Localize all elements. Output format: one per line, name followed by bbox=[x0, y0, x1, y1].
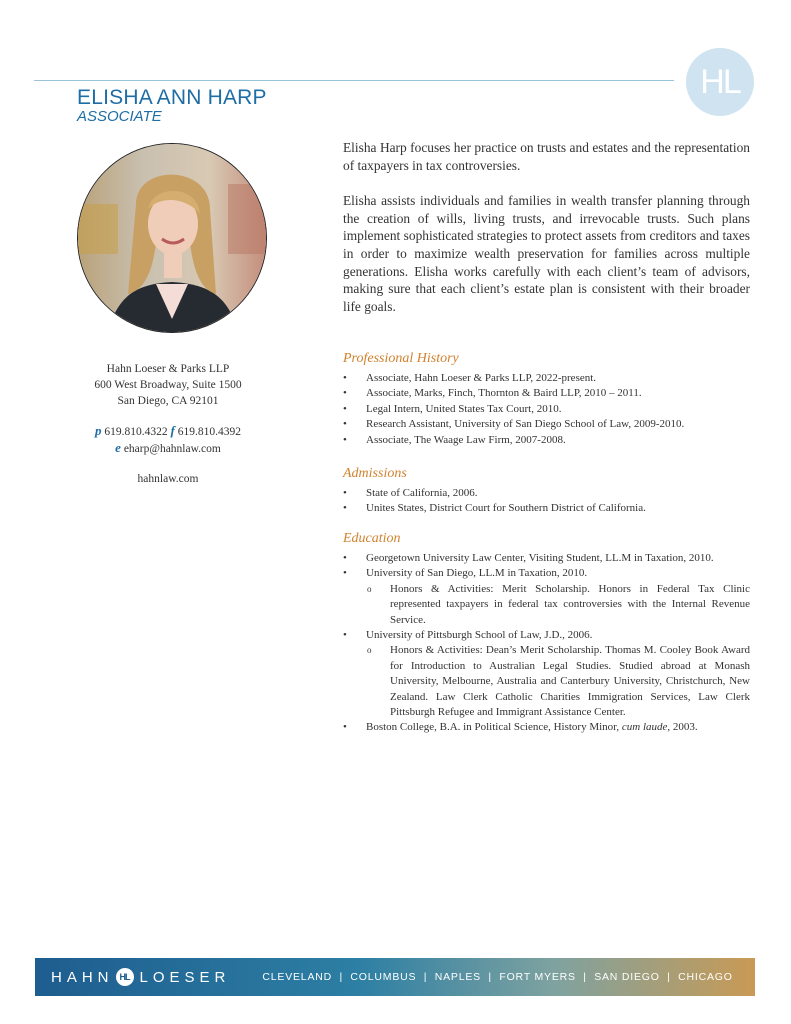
footer-brand bbox=[51, 968, 230, 986]
list-item: • Associate, Marks, Finch, Thornton & Baird LLP, 2010 – 2011. bbox=[343, 386, 750, 401]
phone-label: p bbox=[95, 423, 102, 438]
brand-mark-icon: HL bbox=[116, 968, 134, 986]
attorney-title: ASSOCIATE bbox=[77, 108, 162, 125]
header-rule bbox=[34, 80, 674, 81]
sub-list bbox=[366, 582, 750, 628]
sub-list-item: o Honors & Activities: Dean’s Merit Scholarship. Thomas M. Cooley Book Award for Introduction to Australian Legal Studies. Studied abroad at Monash University, Melbourne, Australia and Canterbury University, Christchurch, New Zealand. Law Clerk Catholic Charities Immigration Services, Law Clerk Pittsburgh Refugee and Immigrant Assistance Center. bbox=[366, 643, 750, 720]
contact-block bbox=[70, 361, 266, 487]
attorney-name: ELISHA ANN HARP bbox=[77, 86, 267, 109]
firm-name: Hahn Loeser & Parks LLP bbox=[106, 363, 230, 375]
education-heading: Education bbox=[343, 531, 401, 546]
phone-number[interactable]: 619.810.4322 bbox=[104, 426, 168, 438]
sub-list bbox=[366, 643, 750, 720]
admissions-list bbox=[343, 486, 750, 517]
footer-banner bbox=[35, 958, 755, 996]
portrait-image bbox=[78, 144, 266, 332]
professional-history-heading: Professional History bbox=[343, 351, 459, 366]
list-item: • Unites States, District Court for Southern District of California. bbox=[343, 501, 750, 516]
list-item: • Georgetown University Law Center, Visiting Student, LL.M in Taxation, 2010. bbox=[343, 551, 750, 566]
list-item-text: University of Pittsburgh School of Law, J.D., 2006. bbox=[366, 629, 593, 642]
list-item: • Research Assistant, University of San Diego School of Law, 2009-2010. bbox=[343, 417, 750, 432]
bio-paragraph: Elisha Harp focuses her practice on trusts and estates and the representation of taxpayers in tax controversies. bbox=[343, 140, 750, 173]
education-list bbox=[343, 551, 750, 736]
email-line bbox=[70, 440, 266, 457]
list-item-text: University of San Diego, LL.M in Taxation, 2010. bbox=[366, 567, 588, 580]
sub-list-item: o Honors & Activities: Merit Scholarship. Honors in Federal Tax Clinic represented taxpayers in federal tax controversies with the Internal Revenue Service. bbox=[366, 582, 750, 628]
list-item: • Legal Intern, United States Tax Court, 2010. bbox=[343, 402, 750, 417]
email-label: e bbox=[115, 440, 121, 455]
admissions-heading: Admissions bbox=[343, 466, 407, 481]
attorney-photo bbox=[77, 143, 267, 333]
list-item bbox=[343, 566, 750, 628]
list-item: • State of California, 2006. bbox=[343, 486, 750, 501]
firm-logo bbox=[686, 48, 754, 116]
fax-label: f bbox=[170, 423, 175, 438]
email-link[interactable]: eharp@hahnlaw.com bbox=[123, 443, 221, 455]
list-item-text: Boston College, B.A. in Political Science, History Minor, bbox=[366, 721, 622, 734]
list-item bbox=[343, 720, 750, 735]
bio-paragraph: Elisha assists individuals and families in wealth transfer planning through the creation of wills, living trusts, and irrevocable trusts. Such plans implement sophisticated strategies to protect assets from creditors and taxes in order to maximize wealth preservation for families across multiple generations. Elisha works carefully with each client’s team of advisors, making sure that each client’s estate plan is consistent with their broader life goals. bbox=[343, 193, 750, 314]
list-item-text: , 2003. bbox=[667, 721, 698, 734]
address-line-2: San Diego, CA 92101 bbox=[117, 395, 219, 407]
professional-history-list bbox=[343, 371, 750, 448]
list-item: • Associate, The Waage Law Firm, 2007-2008. bbox=[343, 433, 750, 448]
list-item bbox=[343, 628, 750, 720]
website-link[interactable]: hahnlaw.com bbox=[137, 473, 199, 485]
brand-word: LOESER bbox=[139, 968, 231, 986]
brand-word: HAHN bbox=[51, 968, 114, 986]
biography bbox=[343, 139, 750, 333]
list-item: • Associate, Hahn Loeser & Parks LLP, 2022-present. bbox=[343, 371, 750, 386]
phone-fax-line bbox=[70, 423, 266, 440]
latin-honors: cum laude bbox=[621, 721, 668, 734]
office-cities: CLEVELAND | COLUMBUS | NAPLES | FORT MYERS | SAN DIEGO | CHICAGO bbox=[262, 971, 733, 983]
logo-monogram: HL bbox=[700, 62, 740, 101]
fax-number: 619.810.4392 bbox=[177, 426, 241, 438]
address-line-1: 600 West Broadway, Suite 1500 bbox=[94, 379, 242, 391]
